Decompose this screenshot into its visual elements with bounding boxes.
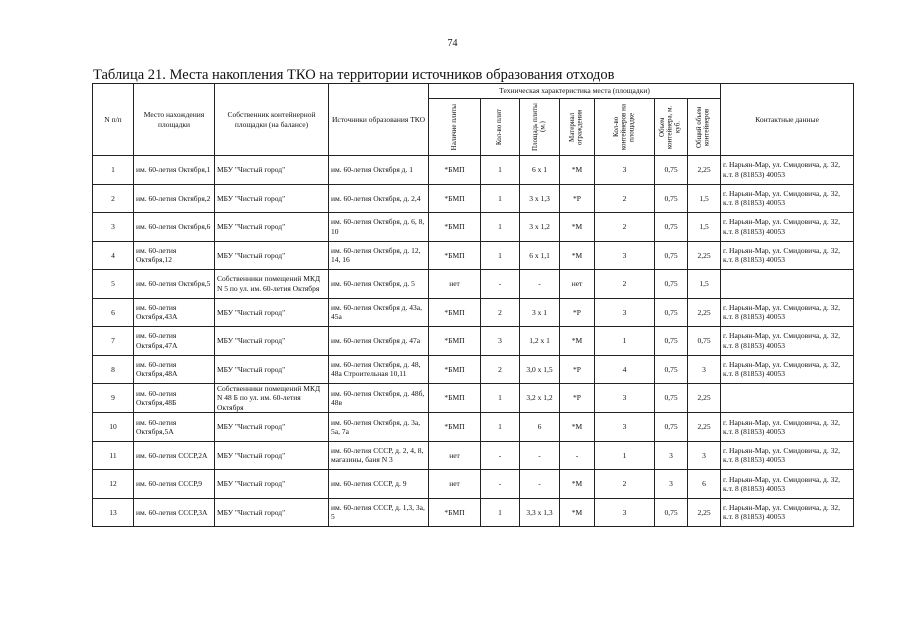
cell-location: им. 60-летия Октября,5А [134,413,215,442]
cell-plate: нет [429,270,481,299]
cell-area: 3,2 х 1,2 [520,384,560,413]
cell-area: - [520,270,560,299]
cell-owner: МБУ "Чистый город" [215,327,329,356]
header-location: Место нахождения площадки [134,84,215,156]
cell-plate: *БМП [429,298,481,327]
cell-area: 3,0 х 1,5 [520,355,560,384]
cell-total-volume: 3 [688,355,721,384]
cell-total-volume: 2,25 [688,298,721,327]
cell-num: 6 [93,298,134,327]
cell-contacts: г. Нарьян-Мар, ул. Смидовича, д. 32, к.т. 8 (81853) 40053 [721,298,854,327]
cell-location: им. 60-летия Октября,47А [134,327,215,356]
cell-container-volume: 0,75 [655,213,688,242]
header-sub-cell [688,99,721,156]
cell-num: 13 [93,498,134,527]
cell-container-volume: 0,75 [655,184,688,213]
cell-contacts [721,384,854,413]
header-sub-label: Общий объем контейнеров [695,106,712,148]
cell-sources: им. 60-летия Октября д. 1 [329,156,429,185]
table-row [93,270,854,299]
header-num: N п/п [93,84,134,156]
cell-sources: им. 60-летия Октября, д. 48, 48а Строительная 10,11 [329,355,429,384]
cell-plate-count: 1 [481,498,520,527]
cell-container-volume: 0,75 [655,355,688,384]
table-row [93,298,854,327]
cell-owner: МБУ "Чистый город" [215,355,329,384]
cell-area: 3 х 1,3 [520,184,560,213]
cell-owner: Собственники помещений МКД N 5 по ул. им. 60-летия Октября [215,270,329,299]
cell-fence-material: *Р [560,384,595,413]
cell-contacts: г. Нарьян-Мар, ул. Смидовича, д. 32, к.т. 8 (81853) 40053 [721,327,854,356]
cell-container-volume: 0,75 [655,156,688,185]
cell-plate-count: - [481,441,520,470]
cell-contacts: г. Нарьян-Мар, ул. Смидовича, д. 32, к.т. 8 (81853) 40053 [721,241,854,270]
cell-total-volume: 2,25 [688,384,721,413]
cell-plate: *БМП [429,384,481,413]
cell-container-count: 1 [595,441,655,470]
header-sub-cell [595,99,655,156]
cell-total-volume: 3 [688,441,721,470]
cell-location: им. 60-летия СССР,9 [134,470,215,499]
cell-location: им. 60-летия Октября,48Б [134,384,215,413]
table-row [93,327,854,356]
page-number: 74 [447,38,458,49]
table-row [93,184,854,213]
cell-owner: МБУ "Чистый город" [215,441,329,470]
cell-plate-count: 1 [481,213,520,242]
cell-plate: *БМП [429,327,481,356]
cell-area: 3,3 х 1,3 [520,498,560,527]
cell-fence-material: *М [560,156,595,185]
cell-plate: *БМП [429,156,481,185]
cell-fence-material: *Р [560,184,595,213]
cell-contacts: г. Нарьян-Мар, ул. Смидовича, д. 32, к.т. 8 (81853) 40053 [721,213,854,242]
cell-container-volume: 0,75 [655,327,688,356]
cell-plate-count: 1 [481,241,520,270]
cell-num: 7 [93,327,134,356]
cell-num: 5 [93,270,134,299]
cell-area: - [520,470,560,499]
cell-sources: им. 60-летия Октября, д. 2,4 [329,184,429,213]
cell-container-count: 1 [595,327,655,356]
cell-owner: МБУ "Чистый город" [215,184,329,213]
cell-plate-count: 1 [481,184,520,213]
table-row [93,241,854,270]
cell-fence-material: *М [560,470,595,499]
cell-sources: им. 60-летия СССР, д. 2, 4, 8, магазины, баня N 3 [329,441,429,470]
cell-total-volume: 2,25 [688,241,721,270]
cell-container-volume: 3 [655,441,688,470]
cell-plate: *БМП [429,241,481,270]
cell-total-volume: 6 [688,470,721,499]
cell-contacts [721,270,854,299]
cell-owner: МБУ "Чистый город" [215,156,329,185]
cell-plate-count: - [481,470,520,499]
table-row [93,413,854,442]
cell-fence-material: *М [560,498,595,527]
cell-num: 8 [93,355,134,384]
cell-plate-count: 2 [481,298,520,327]
cell-total-volume: 1,5 [688,213,721,242]
cell-location: им. 60-летия СССР,3А [134,498,215,527]
cell-container-volume: 0,75 [655,384,688,413]
cell-total-volume: 2,25 [688,156,721,185]
cell-area: - [520,441,560,470]
cell-plate: *БМП [429,498,481,527]
header-sub-label: Объем контейнера, м. куб. [658,105,682,149]
cell-fence-material: нет [560,270,595,299]
cell-location: им. 60-летия Октября,2 [134,184,215,213]
cell-area: 3 х 1 [520,298,560,327]
cell-num: 2 [93,184,134,213]
cell-contacts: г. Нарьян-Мар, ул. Смидовича, д. 32, к.т. 8 (81853) 40053 [721,413,854,442]
cell-sources: им. 60-летия Октября, д. 6, 8, 10 [329,213,429,242]
cell-plate-count: 1 [481,384,520,413]
cell-plate: *БМП [429,355,481,384]
header-sub-cell [560,99,595,156]
table-row [93,355,854,384]
tko-table [92,83,854,527]
cell-container-count: 3 [595,498,655,527]
cell-location: им. 60-летия СССР,2А [134,441,215,470]
cell-location: им. 60-летия Октября,48А [134,355,215,384]
cell-fence-material: *Р [560,298,595,327]
cell-plate: *БМП [429,184,481,213]
cell-container-count: 3 [595,241,655,270]
cell-num: 3 [93,213,134,242]
header-contacts: Контактные данные [721,84,854,156]
cell-num: 4 [93,241,134,270]
cell-sources: им. 60-летия Октября д. 43а, 45а [329,298,429,327]
cell-num: 12 [93,470,134,499]
cell-owner: МБУ "Чистый город" [215,298,329,327]
cell-num: 9 [93,384,134,413]
header-sub-cell [520,99,560,156]
cell-fence-material: *М [560,241,595,270]
cell-sources: им. 60-летия Октября, д. 3а, 5а, 7а [329,413,429,442]
cell-fence-material: *М [560,213,595,242]
cell-container-count: 2 [595,470,655,499]
header-sub-cell [429,99,481,156]
cell-plate: *БМП [429,413,481,442]
cell-sources: им. 60-летия СССР, д. 9 [329,470,429,499]
cell-num: 1 [93,156,134,185]
table-title: Таблица 21. Места накопления ТКО на территории источников образования отходов [93,67,615,83]
header-sources: Источники образования ТКО [329,84,429,156]
cell-contacts: г. Нарьян-Мар, ул. Смидовича, д. 32, к.т. 8 (81853) 40053 [721,498,854,527]
table-row [93,441,854,470]
cell-container-count: 4 [595,355,655,384]
cell-total-volume: 0,75 [688,327,721,356]
table-row [93,213,854,242]
cell-plate: *БМП [429,213,481,242]
cell-container-volume: 0,75 [655,241,688,270]
cell-plate-count: 2 [481,355,520,384]
cell-location: им. 60-летия Октября,6 [134,213,215,242]
cell-area: 6 [520,413,560,442]
cell-owner: МБУ "Чистый город" [215,470,329,499]
header-row-main [93,84,854,99]
table-body [93,156,854,527]
cell-container-volume: 0,75 [655,498,688,527]
cell-contacts: г. Нарьян-Мар, ул. Смидовича, д. 32, к.т. 8 (81853) 40053 [721,470,854,499]
cell-location: им. 60-летия Октября,5 [134,270,215,299]
cell-num: 11 [93,441,134,470]
cell-num: 10 [93,413,134,442]
cell-total-volume: 1,5 [688,184,721,213]
cell-total-volume: 2,25 [688,498,721,527]
cell-container-count: 2 [595,270,655,299]
header-sub-label: Кол-во плит [495,108,504,146]
cell-sources: им. 60-летия Октября, д. 5 [329,270,429,299]
cell-contacts: г. Нарьян-Мар, ул. Смидовича, д. 32, к.т. 8 (81853) 40053 [721,441,854,470]
header-sub-cell [655,99,688,156]
cell-area: 6 х 1 [520,156,560,185]
cell-sources: им. 60-летия Октября, д. 48б, 48в [329,384,429,413]
cell-contacts: г. Нарьян-Мар, ул. Смидовича, д. 32, к.т. 8 (81853) 40053 [721,184,854,213]
table-row [93,156,854,185]
cell-fence-material: *М [560,327,595,356]
cell-container-count: 2 [595,184,655,213]
cell-contacts: г. Нарьян-Мар, ул. Смидовича, д. 32, к.т. 8 (81853) 40053 [721,355,854,384]
cell-container-volume: 0,75 [655,270,688,299]
cell-plate-count: - [481,270,520,299]
cell-owner: МБУ "Чистый город" [215,413,329,442]
cell-sources: им. 60-летия СССР, д. 1,3, 3а, 5 [329,498,429,527]
cell-fence-material: *М [560,413,595,442]
cell-sources: им. 60-летия Октября, д. 12, 14, 16 [329,241,429,270]
cell-area: 1,2 х 1 [520,327,560,356]
cell-area: 3 х 1,2 [520,213,560,242]
cell-fence-material: *Р [560,355,595,384]
cell-sources: им. 60-летия Октября д. 47а [329,327,429,356]
cell-container-count: 3 [595,413,655,442]
header-sub-cell [481,99,520,156]
cell-total-volume: 1,5 [688,270,721,299]
table-row [93,498,854,527]
table-row [93,384,854,413]
cell-contacts: г. Нарьян-Мар, ул. Смидовича, д. 32, к.т. 8 (81853) 40053 [721,156,854,185]
cell-container-count: 3 [595,298,655,327]
cell-plate: нет [429,441,481,470]
cell-location: им. 60-летия Октября,43А [134,298,215,327]
cell-container-volume: 0,75 [655,298,688,327]
cell-owner: МБУ "Чистый город" [215,213,329,242]
cell-plate-count: 1 [481,413,520,442]
cell-container-volume: 0,75 [655,413,688,442]
header-sub-label: Наличие плиты [449,103,458,151]
cell-plate: нет [429,470,481,499]
cell-container-volume: 3 [655,470,688,499]
cell-plate-count: 1 [481,156,520,185]
cell-plate-count: 3 [481,327,520,356]
cell-fence-material: - [560,441,595,470]
cell-container-count: 2 [595,213,655,242]
header-tech: Техническая характеристика места (площадки) [429,84,721,99]
cell-container-count: 3 [595,384,655,413]
header-owner: Собственник контейнерной площадки (на балансе) [215,84,329,156]
header-sub-label: Площадь плиты (м.) [530,103,547,151]
cell-owner: Собственники помещений МКД N 48 Б по ул. им. 60-летия Октября [215,384,329,413]
cell-owner: МБУ "Чистый город" [215,498,329,527]
cell-owner: МБУ "Чистый город" [215,241,329,270]
cell-container-count: 3 [595,156,655,185]
cell-total-volume: 2,25 [688,413,721,442]
cell-location: им. 60-летия Октября,12 [134,241,215,270]
table-row [93,470,854,499]
cell-area: 6 х 1,1 [520,241,560,270]
cell-location: им. 60-летия Октября,1 [134,156,215,185]
header-sub-label: Кол-во контейнеров на площадке [611,104,636,150]
header-sub-label: Материал ограждения [568,109,584,145]
